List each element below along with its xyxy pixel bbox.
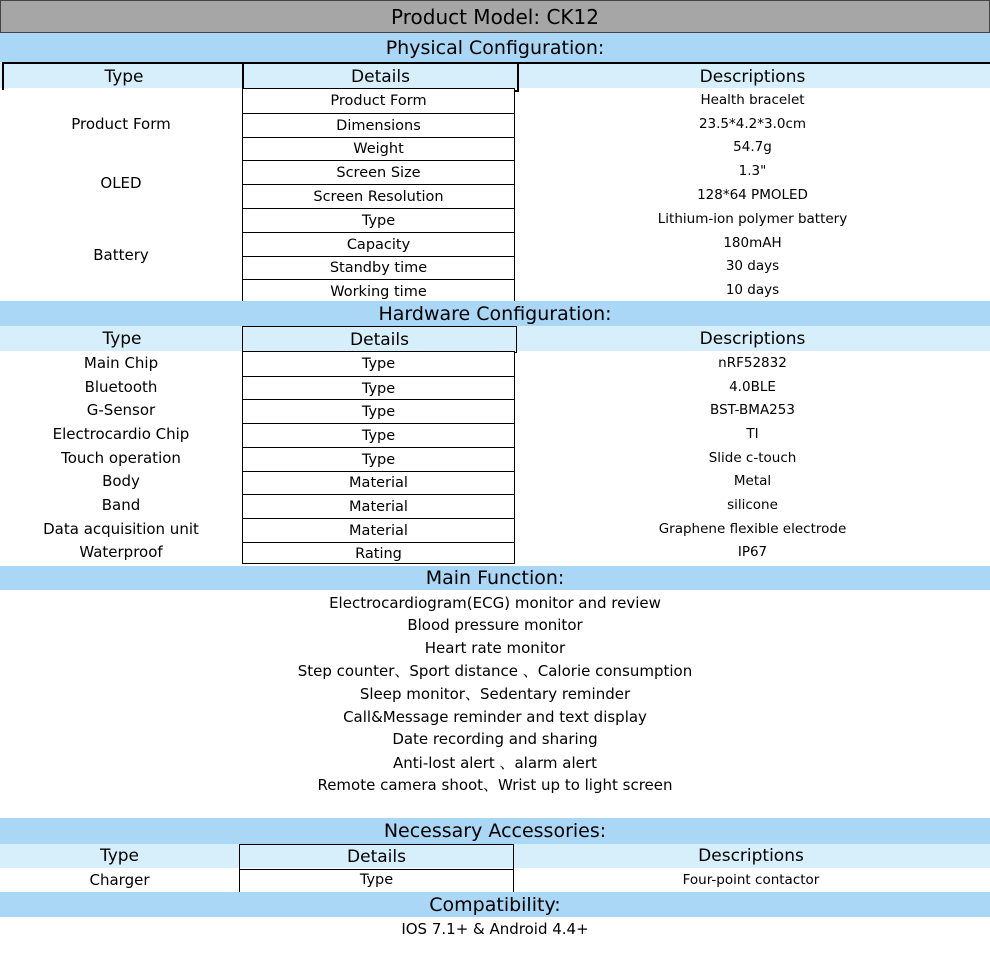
hardware-description-cell: Metal [733,473,772,490]
hardware-description-cell: Graphene flexible electrode [658,520,847,537]
physical-detail-cell: Capacity [243,232,514,257]
hardware-configuration-heading: Hardware Configuration: [0,301,990,326]
hardware-detail-cell: Type [243,399,514,424]
list-item: Date recording and sharing [392,730,598,749]
table-row [0,422,990,446]
physical-type-cell: Product Form [71,114,171,133]
physical-detail-cell: Standby time [243,256,514,281]
accessories-description-cell: Four-point contactor [682,872,820,888]
physical-type-cell: Battery [93,245,149,264]
hardware-header-descriptions: Descriptions [699,328,806,349]
hardware-description-cell: IP67 [737,544,768,561]
accessories-table-header [0,844,990,868]
hardware-type-cell: Body [102,472,140,491]
table-row [0,868,990,892]
hardware-detail-cell: Material [243,518,514,543]
physical-type-cell: OLED [100,174,142,193]
list-item: Remote camera shoot、Wrist up to light screen [317,776,673,795]
table-row [0,398,990,422]
accessories-header-type: Type [99,846,140,866]
hardware-detail-cell: Type [243,447,514,472]
physical-header-type: Type [2,62,244,90]
hardware-type-cell: Bluetooth [84,377,158,396]
physical-detail-cell: Weight [243,137,514,162]
table-row [0,493,990,517]
hardware-header-type: Type [102,328,142,349]
hardware-description-cell: silicone [727,497,778,514]
hardware-type-cell: Electrocardio Chip [52,424,190,443]
compatibility-heading: Compatibility: [0,892,990,917]
hardware-description-cell: 4.0BLE [729,378,776,395]
hardware-detail-cell: Material [243,471,514,496]
list-item: Step counter、Sport distance 、Calorie consumption [297,662,693,681]
physical-detail-cell: Type [243,208,514,233]
hardware-detail-cell: Material [243,494,514,519]
physical-configuration-heading: Physical Configuration: [0,33,990,62]
hardware-detail-cell: Type [243,423,514,448]
accessories-header-descriptions: Descriptions [698,846,804,866]
list-item: Heart rate monitor [424,639,566,658]
main-function-heading: Main Function: [0,566,990,590]
physical-description-cell: 128*64 PMOLED [697,187,808,204]
table-row [0,517,990,541]
accessories-detail-cell: Type [239,868,514,893]
list-item: Blood pressure monitor [407,616,583,635]
list-item: Sleep monitor、Sedentary reminder [359,685,631,704]
hardware-type-cell: Band [101,496,141,515]
physical-description-cell: 30 days [725,258,780,275]
physical-description-cell: Health bracelet [700,91,805,108]
hardware-type-cell: G-Sensor [86,401,156,420]
list-item: Electrocardiogram(ECG) monitor and review [329,593,661,612]
physical-details-column [242,88,515,302]
table-row [0,446,990,470]
table-row [0,541,990,565]
page-title: Product Model: CK12 [0,0,990,33]
hardware-detail-cell: Type [243,376,514,401]
hardware-detail-cell: Rating [243,542,514,567]
hardware-type-cell: Touch operation [61,448,181,467]
hardware-description-cell: nRF52832 [718,354,787,371]
physical-description-cell: 23.5*4.2*3.0cm [698,115,807,132]
hardware-table-header [0,326,990,351]
table-row [0,470,990,494]
physical-table-header [0,62,990,88]
physical-header-descriptions: Descriptions [515,62,990,90]
physical-description-cell: 10 days [725,282,780,299]
hardware-description-cell: Slide c-touch [708,449,797,466]
accessories-header-details: Details [239,844,514,870]
physical-detail-cell: Screen Size [243,160,514,185]
physical-description-cell: 1.3" [738,163,767,180]
physical-description-cell: 180mAH [723,234,782,251]
list-item: Call&Message reminder and text display [343,707,647,726]
hardware-type-cell: Data acquisition unit [43,519,199,538]
physical-detail-cell: Dimensions [243,113,514,138]
physical-description-cell: Lithium-ion polymer battery [657,210,848,227]
physical-detail-cell: Working time [243,279,514,304]
table-row [0,351,990,375]
hardware-description-cell: TI [746,425,759,442]
physical-header-details: Details [242,62,519,92]
physical-detail-cell: Product Form [330,92,427,109]
table-row [0,375,990,399]
hardware-header-details: Details [242,326,517,353]
hardware-type-cell: Waterproof [79,543,163,562]
hardware-description-cell: BST-BMA253 [710,402,795,419]
physical-description-cell: 54.7g [733,139,772,156]
physical-detail-cell: Screen Resolution [243,184,514,209]
necessary-accessories-heading: Necessary Accessories: [0,818,990,844]
list-item: Anti-lost alert 、alarm alert [393,753,597,772]
hardware-type-cell: Main Chip [83,353,159,372]
hardware-detail-cell: Type [361,355,396,372]
accessories-type-cell: Charger [89,871,150,889]
compatibility-value: IOS 7.1+ & Android 4.4+ [401,920,589,938]
